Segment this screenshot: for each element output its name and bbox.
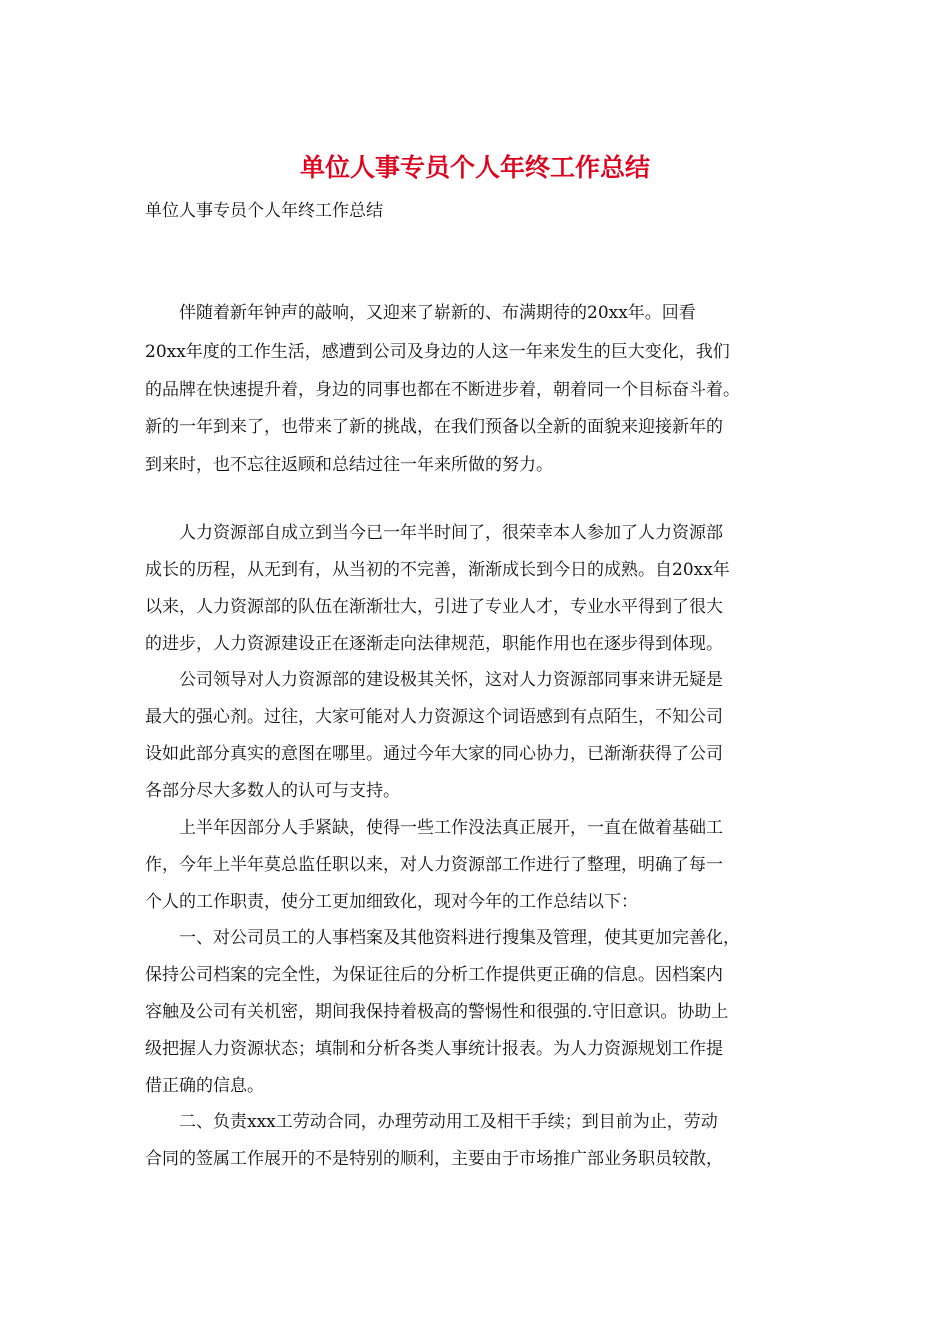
paragraph-line: 各部分尽大多数人的认可与支持。: [145, 781, 400, 801]
paragraph-line: 设如此部分真实的意图在哪里。通过今年大家的同心协力，已渐渐获得了公司: [145, 744, 723, 764]
paragraph-line: 容触及公司有关机密，期间我保持着极高的警惕性和很强的.守旧意识。协助上: [145, 1002, 729, 1022]
paragraph-line: 一、对公司员工的人事档案及其他资料进行搜集及管理，使其更加完善化，: [145, 928, 740, 948]
paragraph-line: 成长的历程，从无到有，从当初的不完善，渐渐成长到今日的成熟。自20xx年: [145, 560, 730, 580]
paragraph-line: 新的一年到来了，也带来了新的挑战，在我们预备以全新的面貌来迎接新年的: [145, 417, 723, 437]
paragraph-line: 人力资源部自成立到当今已一年半时间了，很荣幸本人参加了人力资源部: [145, 523, 723, 543]
paragraph-line: 伴随着新年钟声的敲响，又迎来了崭新的、布满期待的20xx年。回看: [145, 303, 696, 323]
document-subtitle: 单位人事专员个人年终工作总结: [145, 201, 383, 221]
document-title: 单位人事专员个人年终工作总结: [299, 153, 650, 182]
paragraph-line: 最大的强心剂。过往，大家可能对人力资源这个词语感到有点陌生，不知公司: [145, 707, 723, 727]
paragraph-line: 的进步，人力资源建设正在逐渐走向法律规范，职能作用也在逐步得到体现。: [145, 634, 723, 654]
paragraph-line: 保持公司档案的完全性，为保证往后的分析工作提供更正确的信息。因档案内: [145, 965, 723, 985]
paragraph-line: 作，今年上半年莫总监任职以来，对人力资源部工作进行了整理，明确了每一: [145, 855, 723, 875]
paragraph-line: 以来，人力资源部的队伍在渐渐壮大，引进了专业人才，专业水平得到了很大: [145, 597, 723, 617]
paragraph-line: 公司领导对人力资源部的建设极其关怀，这对人力资源部同事来讲无疑是: [145, 670, 723, 690]
paragraph-line: 20xx年度的工作生活，感遭到公司及身边的人这一年来发生的巨大变化，我们: [145, 342, 730, 362]
paragraph-line: 借正确的信息。: [145, 1076, 264, 1096]
paragraph-line: 的品牌在快速提升着，身边的同事也都在不断进步着，朝着同一个目标奋斗着。: [145, 380, 740, 400]
paragraph-line: 上半年因部分人手紧缺，使得一些工作没法真正展开，一直在做着基础工: [145, 818, 723, 838]
paragraph-line: 个人的工作职责，使分工更加细致化，现对今年的工作总结以下：: [145, 892, 638, 912]
paragraph-line: 二、负责xxx工劳动合同，办理劳动用工及相干手续；到目前为止，劳动: [145, 1112, 718, 1132]
paragraph-line: 级把握人力资源状态；填制和分析各类人事统计报表。为人力资源规划工作提: [145, 1039, 723, 1059]
paragraph-line: 到来时，也不忘往返顾和总结过往一年来所做的努力。: [145, 455, 553, 475]
paragraph-line: 合同的签属工作展开的不是特别的顺利，主要由于市场推广部业务职员较散，: [145, 1149, 723, 1169]
